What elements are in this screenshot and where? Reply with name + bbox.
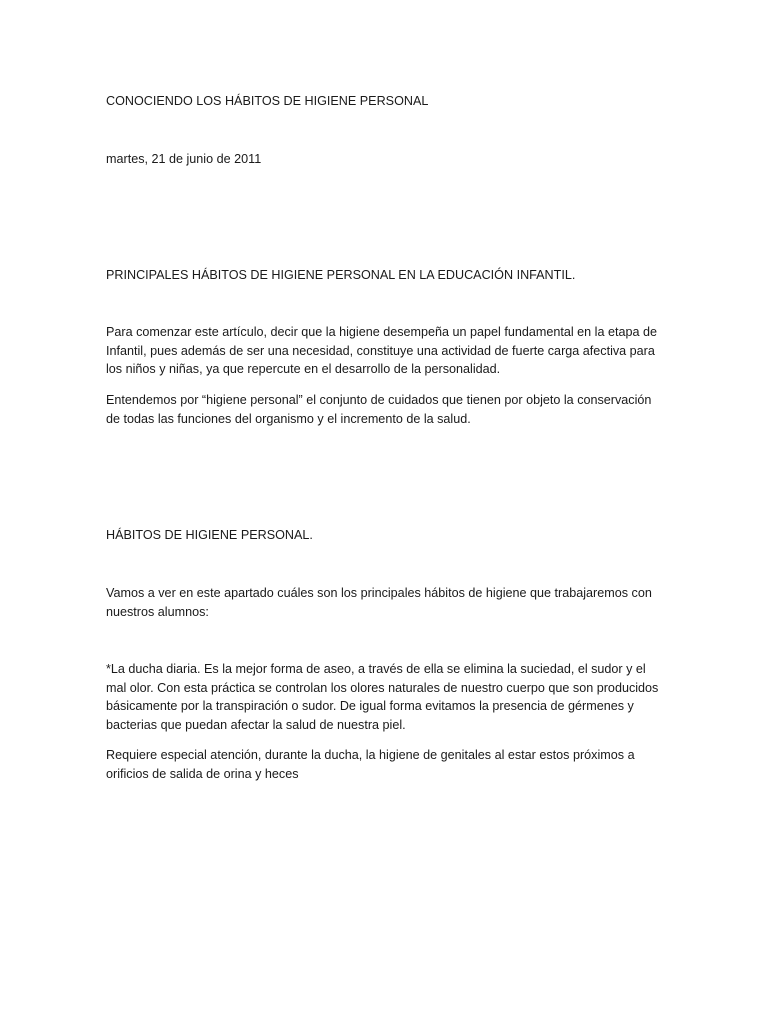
paragraph-apartado: Vamos a ver en este apartado cuáles son los principales hábitos de higiene que trabajaremos con nuestros alumnos:: [106, 586, 652, 619]
paragraph-genitales: Requiere especial atención, durante la ducha, la higiene de genitales al estar estos próximos a orificios de salida de orina y heces: [106, 748, 635, 781]
paragraph-intro: Para comenzar este artículo, decir que la higiene desempeña un papel fundamental en la etapa de Infantil, pues además de ser una necesidad, constituye una actividad de fuerte carga afectiva para los niños y niñas, ya que repercute en el desarrollo de la personalidad.: [106, 325, 657, 377]
section-heading-principales: PRINCIPALES HÁBITOS DE HIGIENE PERSONAL EN LA EDUCACIÓN INFANTIL.: [106, 268, 576, 282]
section-heading-habitos: HÁBITOS DE HIGIENE PERSONAL.: [106, 528, 313, 542]
document-title: CONOCIENDO LOS HÁBITOS DE HIGIENE PERSONAL: [106, 94, 429, 108]
document-date: martes, 21 de junio de 2011: [106, 152, 262, 166]
paragraph-definition: Entendemos por “higiene personal” el conjunto de cuidados que tienen por objeto la conservación de todas las funciones del organismo y el incremento de la salud.: [106, 393, 652, 426]
paragraph-ducha: *La ducha diaria. Es la mejor forma de aseo, a través de ella se elimina la suciedad, el sudor y el mal olor. Con esta práctica se controlan los olores naturales de nuestro cuerpo que son producidos básicamente por la transpiración o sudor. De igual forma evitamos la presencia de gérmenes y bacterias que puedan afectar la salud de nuestra piel.: [106, 662, 659, 732]
